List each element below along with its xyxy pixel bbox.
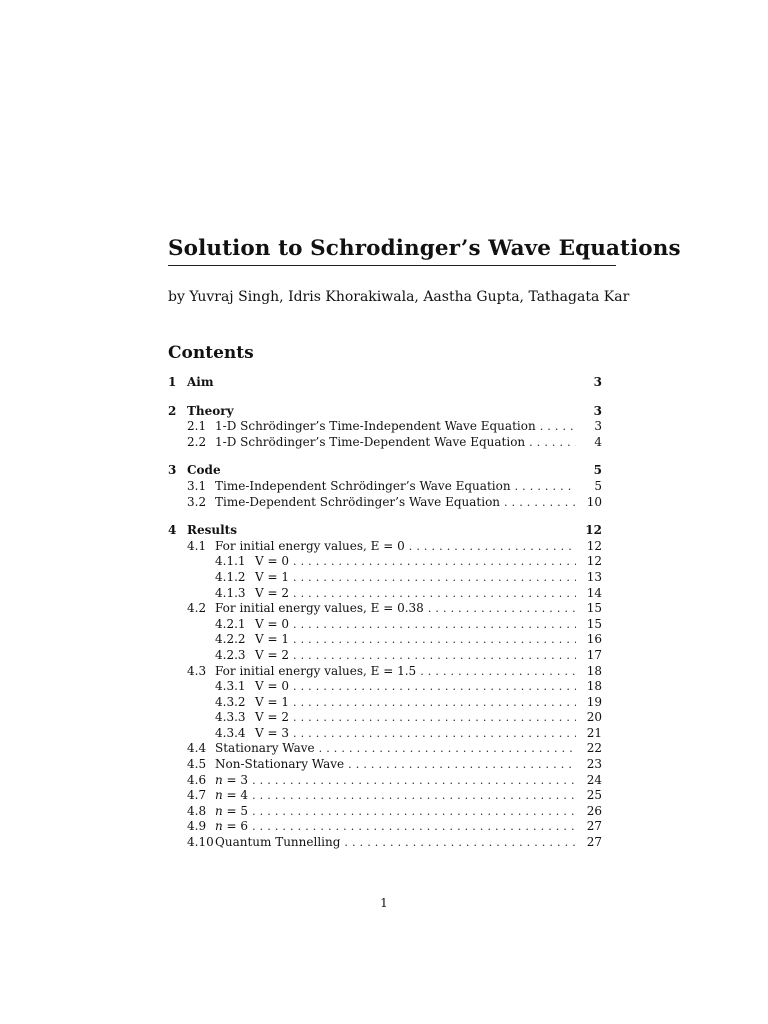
toc-entry-number: 1 bbox=[168, 375, 177, 389]
toc-subsection-entry[interactable] bbox=[168, 664, 602, 680]
toc-dot-leader bbox=[515, 479, 576, 495]
toc-entry-page: 3 bbox=[594, 419, 602, 434]
toc-subsubsection-entry[interactable] bbox=[168, 617, 602, 633]
toc-dot-leader bbox=[252, 788, 576, 804]
toc-entry-label: n = 5 bbox=[215, 803, 249, 818]
toc-entry-number: 4.3.4 bbox=[215, 725, 246, 740]
toc-entry-page: 19 bbox=[586, 694, 602, 709]
toc-entry-number: 4.3 bbox=[187, 663, 207, 678]
toc-entry-page: 5 bbox=[594, 478, 602, 493]
toc-entry-label: For initial energy values, E = 0.38 bbox=[215, 601, 424, 616]
toc-subsection-entry[interactable] bbox=[168, 757, 602, 773]
toc-entry-label: Code bbox=[187, 463, 221, 478]
toc-subsubsection-entry[interactable] bbox=[168, 726, 602, 742]
toc-dot-leader bbox=[293, 710, 576, 726]
toc-dot-leader bbox=[293, 554, 576, 570]
toc-entry-label: V = 0 bbox=[255, 554, 289, 569]
toc-entry-number: 2.1 bbox=[187, 419, 207, 434]
toc-entry-page: 17 bbox=[586, 647, 602, 662]
toc-entry-label: Theory bbox=[187, 403, 234, 418]
toc-entry-number: 4.1.3 bbox=[215, 585, 246, 600]
toc-entry-number: 4.9 bbox=[187, 819, 207, 834]
toc-entry-label: V = 2 bbox=[255, 585, 289, 600]
toc-entry-number: 4.4 bbox=[187, 741, 207, 756]
toc-entry-page: 4 bbox=[594, 434, 602, 449]
toc-dot-leader bbox=[344, 835, 576, 851]
math-variable-n: n bbox=[215, 819, 223, 834]
toc-entry-label: For initial energy values, E = 1.5 bbox=[215, 663, 417, 678]
toc-subsubsection-entry[interactable] bbox=[168, 586, 602, 602]
toc-dot-leader bbox=[293, 648, 576, 664]
document-title: Solution to Schrodinger’s Wave Equations bbox=[168, 236, 681, 261]
toc-subsubsection-entry[interactable] bbox=[168, 695, 602, 711]
toc-entry-label: V = 1 bbox=[255, 694, 289, 709]
toc-entry-label: Non-Stationary Wave bbox=[215, 757, 345, 772]
toc-entry-number: 4.10 bbox=[187, 835, 214, 850]
toc-dot-leader bbox=[319, 741, 576, 757]
toc-entry-number: 4.2.2 bbox=[215, 632, 246, 647]
toc-subsubsection-entry[interactable] bbox=[168, 570, 602, 586]
toc-entry-page: 27 bbox=[586, 835, 602, 850]
toc-entry-page: 25 bbox=[586, 788, 602, 803]
toc-dot-leader bbox=[293, 586, 576, 602]
toc-entry-page: 16 bbox=[586, 632, 602, 647]
toc-entry-label: V = 1 bbox=[255, 569, 289, 584]
toc-subsection-entry[interactable] bbox=[168, 601, 602, 617]
contents-heading: Contents bbox=[168, 343, 254, 363]
toc-dot-leader bbox=[293, 679, 576, 695]
toc-entry-number: 4.7 bbox=[187, 788, 207, 803]
toc-entry-label: V = 3 bbox=[255, 725, 289, 740]
toc-entry-number: 4.6 bbox=[187, 772, 207, 787]
toc-entry-page: 12 bbox=[586, 538, 602, 553]
toc-subsection-entry[interactable] bbox=[168, 419, 602, 435]
toc-entry-number: 4.1 bbox=[187, 538, 207, 553]
toc-entry-page: 21 bbox=[586, 725, 602, 740]
toc-entry-page: 3 bbox=[593, 375, 602, 389]
toc-dot-leader bbox=[293, 570, 576, 586]
toc-entry-number: 4.5 bbox=[187, 757, 207, 772]
toc-dot-leader bbox=[293, 726, 576, 742]
toc-entry-number: 4.1.2 bbox=[215, 569, 246, 584]
toc-entry-page: 18 bbox=[586, 679, 602, 694]
toc-dot-leader bbox=[348, 757, 576, 773]
toc-dot-leader bbox=[252, 819, 576, 835]
toc-dot-leader bbox=[252, 773, 576, 789]
toc-dot-leader bbox=[504, 495, 576, 511]
toc-subsection-entry[interactable] bbox=[168, 819, 602, 835]
toc-entry-label: n = 6 bbox=[215, 819, 249, 834]
toc-entry-page: 15 bbox=[586, 616, 602, 631]
toc-entry-number: 4.2.1 bbox=[215, 616, 246, 631]
toc-subsection-entry[interactable] bbox=[168, 835, 602, 851]
toc-entry-page: 22 bbox=[586, 741, 602, 756]
toc-entry-label: n = 3 bbox=[215, 772, 249, 787]
toc-entry-page: 10 bbox=[586, 494, 602, 509]
toc-section-entry[interactable] bbox=[168, 523, 602, 539]
toc-entry-label: V = 2 bbox=[255, 647, 289, 662]
toc-subsection-entry[interactable] bbox=[168, 773, 602, 789]
toc-entry-number: 4.3.1 bbox=[215, 679, 246, 694]
toc-entry-label: Time-Dependent Schrödinger’s Wave Equation bbox=[215, 494, 501, 509]
toc-entry-number: 4.8 bbox=[187, 803, 207, 818]
toc-subsection-entry[interactable] bbox=[168, 435, 602, 451]
toc-entry-label: V = 0 bbox=[255, 679, 289, 694]
title-underline bbox=[168, 265, 616, 266]
toc-entry-number: 4.2.3 bbox=[215, 647, 246, 662]
toc-entry-page: 24 bbox=[586, 772, 602, 787]
toc-subsection-entry[interactable] bbox=[168, 495, 602, 511]
toc-subsubsection-entry[interactable] bbox=[168, 632, 602, 648]
toc-subsection-entry[interactable] bbox=[168, 804, 602, 820]
toc-entry-page: 13 bbox=[586, 569, 602, 584]
toc-entry-number: 3 bbox=[168, 463, 177, 478]
toc-entry-label: V = 2 bbox=[255, 710, 289, 725]
toc-entry-number: 4.3.2 bbox=[215, 694, 246, 709]
author-line: by Yuvraj Singh, Idris Khorakiwala, Aastha Gupta, Tathagata Kar bbox=[168, 289, 630, 305]
toc-entry-page: 26 bbox=[586, 803, 602, 818]
toc-section-entry[interactable] bbox=[168, 375, 602, 391]
toc-entry-page: 18 bbox=[586, 663, 602, 678]
toc-entry-page: 27 bbox=[586, 819, 602, 834]
toc-subsection-entry[interactable] bbox=[168, 539, 602, 555]
toc-entry-label: Quantum Tunnelling bbox=[215, 835, 341, 850]
toc-entry-label: n = 4 bbox=[215, 788, 249, 803]
toc-entry-page: 23 bbox=[586, 757, 602, 772]
toc-subsubsection-entry[interactable] bbox=[168, 679, 602, 695]
toc-entry-page: 12 bbox=[586, 554, 602, 569]
toc-dot-leader bbox=[293, 695, 576, 711]
math-variable-n: n bbox=[215, 803, 223, 818]
page-number: 1 bbox=[380, 896, 388, 910]
toc-section-entry[interactable] bbox=[168, 463, 602, 479]
toc-subsubsection-entry[interactable] bbox=[168, 554, 602, 570]
toc-dot-leader bbox=[428, 601, 576, 617]
toc-entry-number: 4.1.1 bbox=[215, 554, 246, 569]
toc-dot-leader bbox=[293, 617, 576, 633]
toc-dot-leader bbox=[252, 804, 576, 820]
toc-entry-number: 2 bbox=[168, 403, 177, 418]
toc-subsubsection-entry[interactable] bbox=[168, 710, 602, 726]
toc-section-entry[interactable] bbox=[168, 404, 602, 420]
toc-entry-page: 5 bbox=[593, 463, 602, 478]
toc-entry-number: 3.1 bbox=[187, 478, 207, 493]
toc-subsubsection-entry[interactable] bbox=[168, 648, 602, 664]
toc-entry-page: 20 bbox=[586, 710, 602, 725]
toc-entry-label: V = 0 bbox=[255, 616, 289, 631]
toc-entry-number: 3.2 bbox=[187, 494, 207, 509]
toc-entry-page: 12 bbox=[585, 523, 602, 538]
toc-entry-label: 1-D Schrödinger’s Time-Independent Wave Equation bbox=[215, 419, 536, 434]
toc-entry-number: 2.2 bbox=[187, 434, 207, 449]
toc-entry-number: 4.3.3 bbox=[215, 710, 246, 725]
toc-entry-label: For initial energy values, E = 0 bbox=[215, 538, 405, 553]
toc-subsection-entry[interactable] bbox=[168, 788, 602, 804]
toc-entry-number: 4.2 bbox=[187, 601, 207, 616]
toc-entry-page: 14 bbox=[586, 585, 602, 600]
toc-dot-leader bbox=[409, 539, 576, 555]
toc-subsection-entry[interactable] bbox=[168, 741, 602, 757]
toc-dot-leader bbox=[293, 632, 576, 648]
toc-entry-label: V = 1 bbox=[255, 632, 289, 647]
toc-subsection-entry[interactable] bbox=[168, 479, 602, 495]
toc-dot-leader bbox=[529, 435, 576, 451]
toc-entry-label: Time-Independent Schrödinger’s Wave Equation bbox=[215, 478, 511, 493]
toc-entry-number: 4 bbox=[168, 523, 177, 538]
toc-dot-leader bbox=[420, 664, 576, 680]
toc-entry-label: Results bbox=[187, 523, 237, 538]
toc-entry-label: 1-D Schrödinger’s Time-Dependent Wave Equation bbox=[215, 434, 526, 449]
toc-entry-page: 15 bbox=[586, 601, 602, 616]
toc-entry-label: Aim bbox=[187, 375, 214, 389]
math-variable-n: n bbox=[215, 788, 223, 803]
toc-entry-label: Stationary Wave bbox=[215, 741, 315, 756]
toc-entry-page: 3 bbox=[593, 403, 602, 418]
table-of-contents bbox=[168, 375, 602, 851]
math-variable-n: n bbox=[215, 772, 223, 787]
toc-dot-leader bbox=[540, 419, 576, 435]
